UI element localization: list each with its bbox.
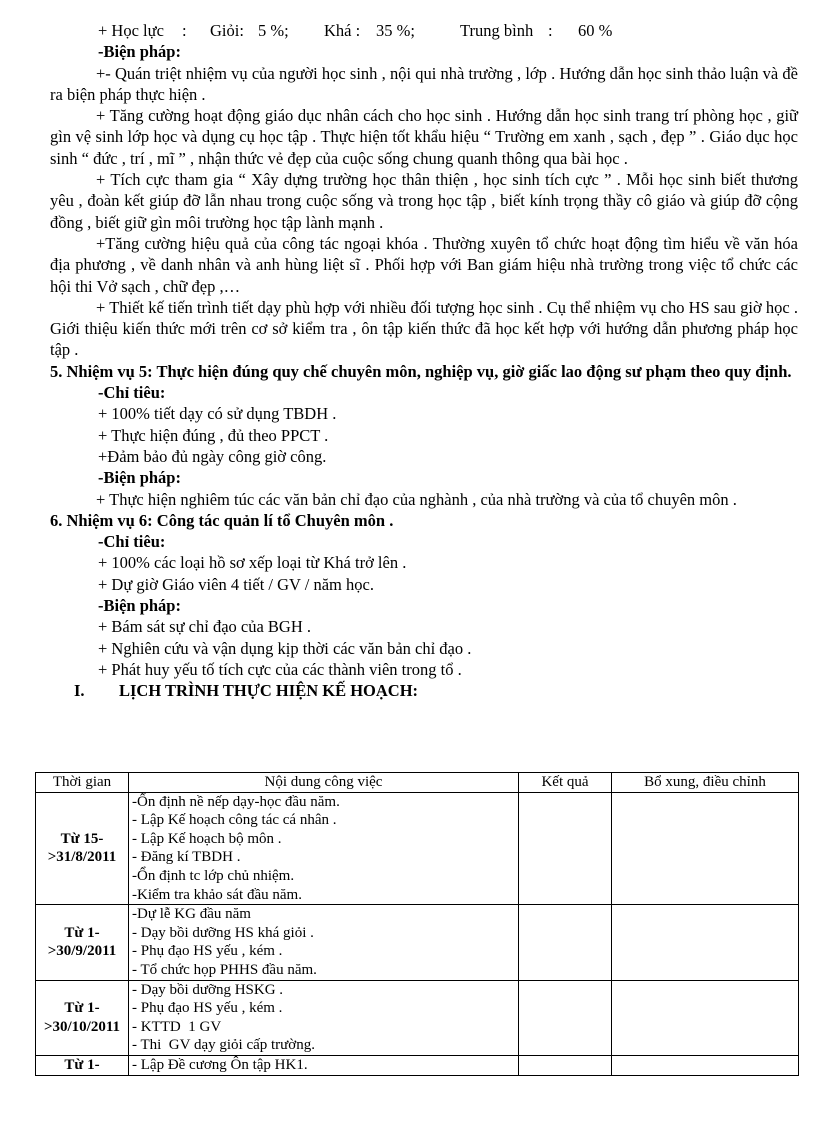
row-result bbox=[519, 980, 612, 1055]
row-content bbox=[129, 792, 519, 905]
task-item: -Ổn định nề nếp dạy-học đầu năm. bbox=[132, 793, 340, 810]
row-content bbox=[129, 980, 519, 1055]
task-item: - Lập Kế hoạch công tác cá nhân . bbox=[132, 812, 337, 829]
header-result: Kết quả bbox=[519, 773, 612, 793]
s6-measure-3: + Phát huy yếu tố tích cực của các thành viên trong tổ . bbox=[98, 659, 462, 679]
s6-targets-heading: -Chỉ tiêu: bbox=[98, 532, 166, 552]
s6-measure-2: + Nghiên cứu và vận dụng kịp thời các văn bản chỉ đạo . bbox=[98, 638, 472, 658]
row-adjust bbox=[612, 1055, 799, 1075]
s6-measures-heading: -Biện pháp: bbox=[98, 596, 181, 616]
row-content bbox=[129, 1055, 519, 1075]
grade-tb-value: 60 % bbox=[578, 21, 613, 40]
grade-tb: Trung bình bbox=[460, 21, 534, 40]
row-time bbox=[36, 1055, 129, 1075]
row-time bbox=[36, 905, 129, 980]
task-item: - Dạy bồi dưỡng HS khá giỏi . bbox=[132, 924, 314, 941]
row-result bbox=[519, 1055, 612, 1075]
grade-distribution-line bbox=[50, 20, 798, 41]
time-line: Từ 1- bbox=[64, 924, 100, 941]
row-time bbox=[36, 980, 129, 1055]
task-item: - Tổ chức họp PHHS đầu năm. bbox=[132, 961, 317, 978]
s6-target-1: + 100% các loại hồ sơ xếp loại từ Khá trở lên . bbox=[98, 553, 407, 573]
s4-paragraph-5: + Thiết kế tiến trình tiết dạy phù hợp với nhiều đối tượng học sinh . Cụ thể nhiệm vụ cho HS sau giờ học . Giới thiệu kiến thức mới trên cơ sở kiểm tra , ôn tập kiến thức đã học kết hợp với hướng dẫn phương pháp học tập . bbox=[50, 297, 798, 360]
header-adjust: Bổ xung, điều chỉnh bbox=[612, 773, 799, 793]
grade-gioi: Giỏi: bbox=[210, 21, 244, 40]
s4-paragraph-4: +Tăng cường hiệu quả của công tác ngoại khóa . Thường xuyên tổ chức hoạt động tìm hiểu về văn hóa địa phương , về danh nhân và anh hùng liệt sĩ . Phối hợp với Ban giám hiệu nhà trường trong việc tổ chức các hội thi Vở sạch , chữ đẹp ,… bbox=[50, 233, 798, 296]
task-item: - Phụ đạo HS yếu , kém . bbox=[132, 943, 283, 960]
schedule-heading bbox=[50, 680, 798, 701]
section5-title: 5. Nhiệm vụ 5: Thực hiện đúng quy chế chuyên môn, nghiệp vụ, giờ giấc lao động sư phạm theo quy định. bbox=[50, 361, 792, 381]
grade-kha-value: 35 %; bbox=[376, 21, 415, 40]
task-item: - Phụ đạo HS yếu , kém . bbox=[132, 1000, 283, 1017]
header-time: Thời gian bbox=[36, 773, 129, 793]
row-adjust bbox=[612, 792, 799, 905]
task-item: - Thi GV dạy giỏi cấp trường. bbox=[132, 1037, 315, 1054]
schedule-table bbox=[35, 772, 799, 1076]
table-row bbox=[36, 980, 799, 1055]
row-content bbox=[129, 905, 519, 980]
task-item: -Kiểm tra khảo sát đầu năm. bbox=[132, 886, 302, 903]
task-item: - Dạy bồi dưỡng HSKG . bbox=[132, 981, 284, 998]
task-item: - Lập Đề cương Ôn tập HK1. bbox=[132, 1056, 308, 1073]
grade-gioi-value: 5 %; bbox=[258, 21, 289, 40]
header-content: Nội dung công việc bbox=[129, 773, 519, 793]
task-item: - KTTD 1 GV bbox=[132, 1018, 222, 1035]
s6-measure-1: + Bám sát sự chỉ đạo của BGH . bbox=[98, 617, 312, 637]
row-time bbox=[36, 792, 129, 905]
time-line: >30/9/2011 bbox=[47, 943, 117, 960]
task-item: - Đăng kí TBDH . bbox=[132, 849, 241, 866]
s6-target-2: + Dự giờ Giáo viên 4 tiết / GV / năm học. bbox=[98, 574, 374, 594]
task-item: -Dự lễ KG đầu năm bbox=[132, 906, 251, 923]
row-adjust bbox=[612, 905, 799, 980]
row-adjust bbox=[612, 980, 799, 1055]
s5-measures-heading: -Biện pháp: bbox=[98, 468, 181, 488]
section6-title: 6. Nhiệm vụ 6: Công tác quản lí tổ Chuyên môn . bbox=[50, 510, 394, 530]
s5-measure-1: + Thực hiện nghiêm túc các văn bản chỉ đạo của nghành , của nhà trường và của tổ chuyên môn . bbox=[96, 489, 737, 509]
time-line: Từ 15- bbox=[60, 830, 104, 847]
document-page bbox=[50, 20, 798, 702]
time-line: >31/8/2011 bbox=[47, 849, 117, 866]
table-row bbox=[36, 905, 799, 980]
s5-target-2: + Thực hiện đúng , đủ theo PPCT . bbox=[98, 425, 329, 445]
time-line: >30/10/2011 bbox=[43, 1018, 121, 1035]
s4-paragraph-1: +- Quán triệt nhiệm vụ của người học sinh , nội qui nhà trường , lớp . Hướng dẫn học sinh thảo luận và đề ra biện pháp thực hiện . bbox=[50, 63, 798, 104]
grade-tb-sep: : bbox=[548, 21, 553, 40]
s5-target-1: + 100% tiết dạy có sử dụng TBDH . bbox=[98, 404, 337, 424]
table-row bbox=[36, 792, 799, 905]
table-header-row bbox=[36, 773, 799, 793]
time-line: Từ 1- bbox=[64, 1000, 100, 1017]
s4-paragraph-3: + Tích cực tham gia “ Xây dựng trường học thân thiện , học sinh tích cực ” . Mỗi học sinh biết thương yêu , đoàn kết giúp đỡ lẫn nhau trong cuộc sống và trong học tập , biết kính trọng thầy cô giáo và giúp đỡ cộng đồng , biết giữ gìn môi trường học tập lành mạnh . bbox=[50, 170, 798, 232]
task-item: - Lập Kế hoạch bộ môn . bbox=[132, 830, 282, 847]
s5-targets-heading: -Chỉ tiêu: bbox=[98, 383, 166, 403]
grade-sep: : bbox=[182, 21, 187, 40]
schedule-heading-number: I. bbox=[74, 681, 85, 701]
grade-label: + Học lực bbox=[98, 21, 164, 40]
s5-target-3: +Đảm bảo đủ ngày công giờ công. bbox=[98, 446, 327, 466]
task-item: -Ổn định tc lớp chủ nhiệm. bbox=[132, 867, 295, 884]
table-row bbox=[36, 1055, 799, 1075]
s4-paragraph-2: + Tăng cường hoạt động giáo dục nhân cách cho học sinh . Hướng dẫn học sinh trang trí phòng học , giữ gìn vệ sinh lớp học và dụng cụ học tập . Thực hiện tốt khẩu hiệu “ Trường em xanh , sạch , đẹp ” . Giáo dục học sinh “ đức , trí , mĩ ” , nhận thức vẻ đẹp của cuộc sống chung quanh thông qua bài học . bbox=[50, 106, 798, 168]
row-result bbox=[519, 905, 612, 980]
time-line: Từ 1- bbox=[64, 1056, 100, 1073]
grade-kha: Khá : bbox=[324, 21, 361, 40]
row-result bbox=[519, 792, 612, 905]
schedule-heading-title: LỊCH TRÌNH THỰC HIỆN KẾ HOẠCH: bbox=[119, 681, 419, 701]
s4-measures-heading: -Biện pháp: bbox=[98, 42, 181, 62]
